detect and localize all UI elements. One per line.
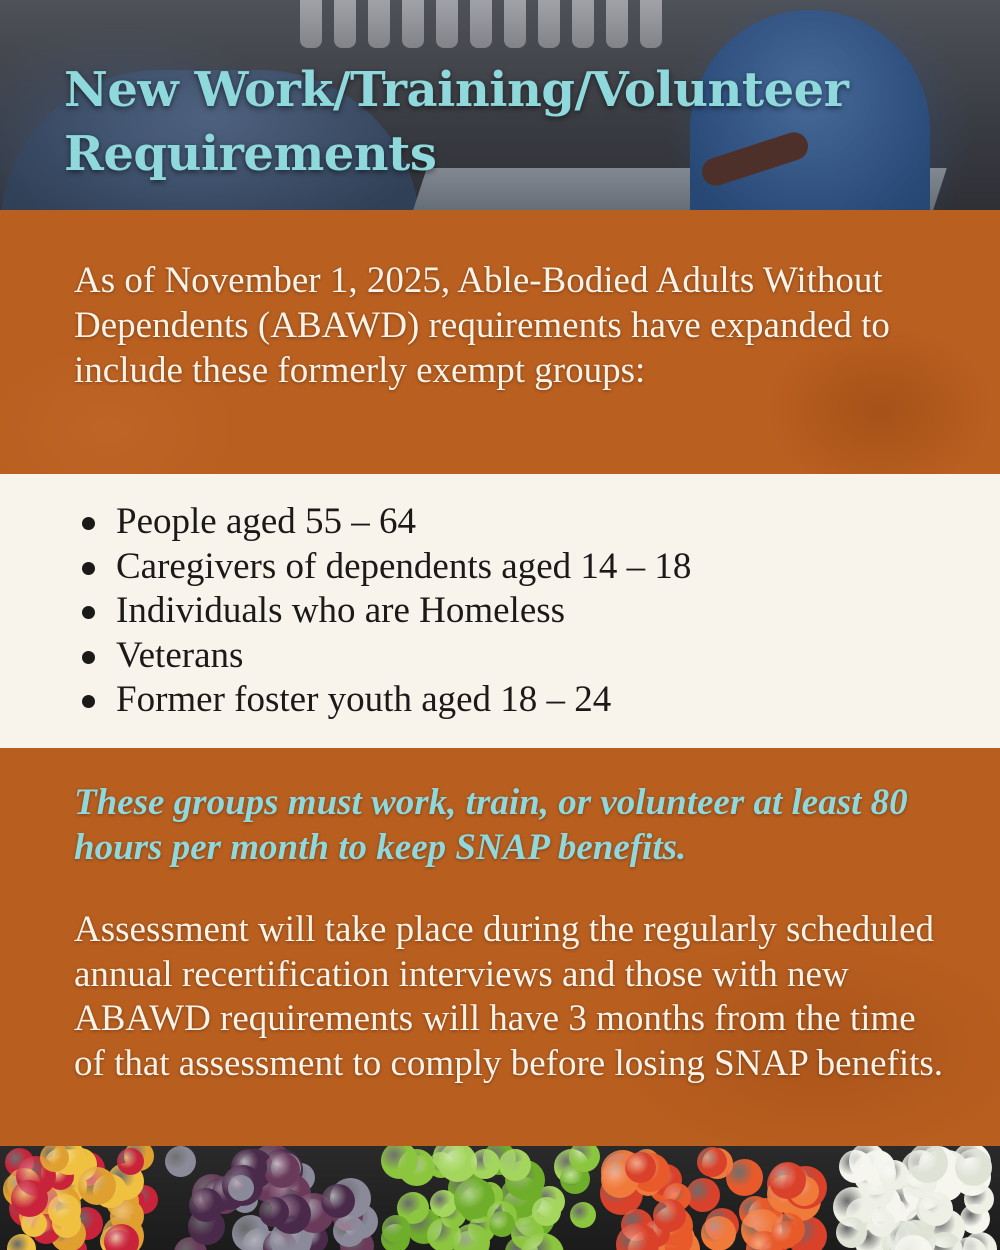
- produce-display-photo: [0, 1146, 1000, 1250]
- produce-item: [867, 1209, 895, 1237]
- emphasis-text: These groups must work, train, or volunteer at least 80 hours per month to keep SNAP benefits.: [74, 782, 908, 868]
- list-item: Individuals who are Homeless: [80, 589, 691, 634]
- produce-item: [769, 1162, 806, 1199]
- produce-item: [836, 1217, 867, 1248]
- produce-item: [453, 1224, 490, 1250]
- produce-item: [430, 1190, 457, 1217]
- produce-item: [259, 1197, 289, 1227]
- produce-item: [686, 1178, 720, 1212]
- assessment-text: Assessment will take place during the regularly scheduled annual recertification interviews and those with new ABAWD requirements will have 3 months from the time of that assessment to comply before losing SNAP benefits.: [74, 909, 944, 1084]
- produce-item: [955, 1149, 992, 1186]
- produce-item: [499, 1149, 531, 1181]
- list-item: Veterans: [80, 634, 691, 679]
- groups-list: [80, 500, 691, 723]
- produce-item: [470, 1149, 500, 1179]
- produce-item: [382, 1215, 410, 1243]
- details-panel: [0, 748, 1000, 1146]
- produce-item: [104, 1224, 139, 1250]
- produce-item: [321, 1184, 355, 1218]
- intro-panel: [0, 210, 1000, 474]
- produce-item: [919, 1192, 953, 1226]
- produce-item: [726, 1159, 763, 1196]
- produce-item: [570, 1202, 596, 1228]
- page-title: New Work/Training/Volunteer Requirements: [64, 62, 849, 182]
- produce-item: [964, 1184, 994, 1214]
- list-item: Caregivers of dependents aged 14 – 18: [80, 545, 691, 590]
- intro-text: As of November 1, 2025, Able-Bodied Adults Without Dependents (ABAWD) requirements have expanded to include these formerly exempt groups:: [74, 260, 890, 391]
- produce-item: [489, 1211, 515, 1237]
- produce-item: [771, 1221, 799, 1249]
- produce-item: [701, 1216, 736, 1250]
- produce-item: [532, 1197, 561, 1226]
- produce-item: [11, 1180, 48, 1217]
- produce-item: [165, 1146, 196, 1177]
- groups-panel: [0, 474, 1000, 748]
- produce-item: [697, 1147, 727, 1177]
- list-item: Former foster youth aged 18 – 24: [80, 678, 691, 723]
- produce-item: [48, 1194, 81, 1227]
- header-photo-band: [0, 0, 1000, 210]
- produce-item: [78, 1167, 116, 1205]
- produce-item: [625, 1152, 656, 1183]
- list-item: People aged 55 – 64: [80, 500, 691, 545]
- produce-item: [228, 1175, 254, 1201]
